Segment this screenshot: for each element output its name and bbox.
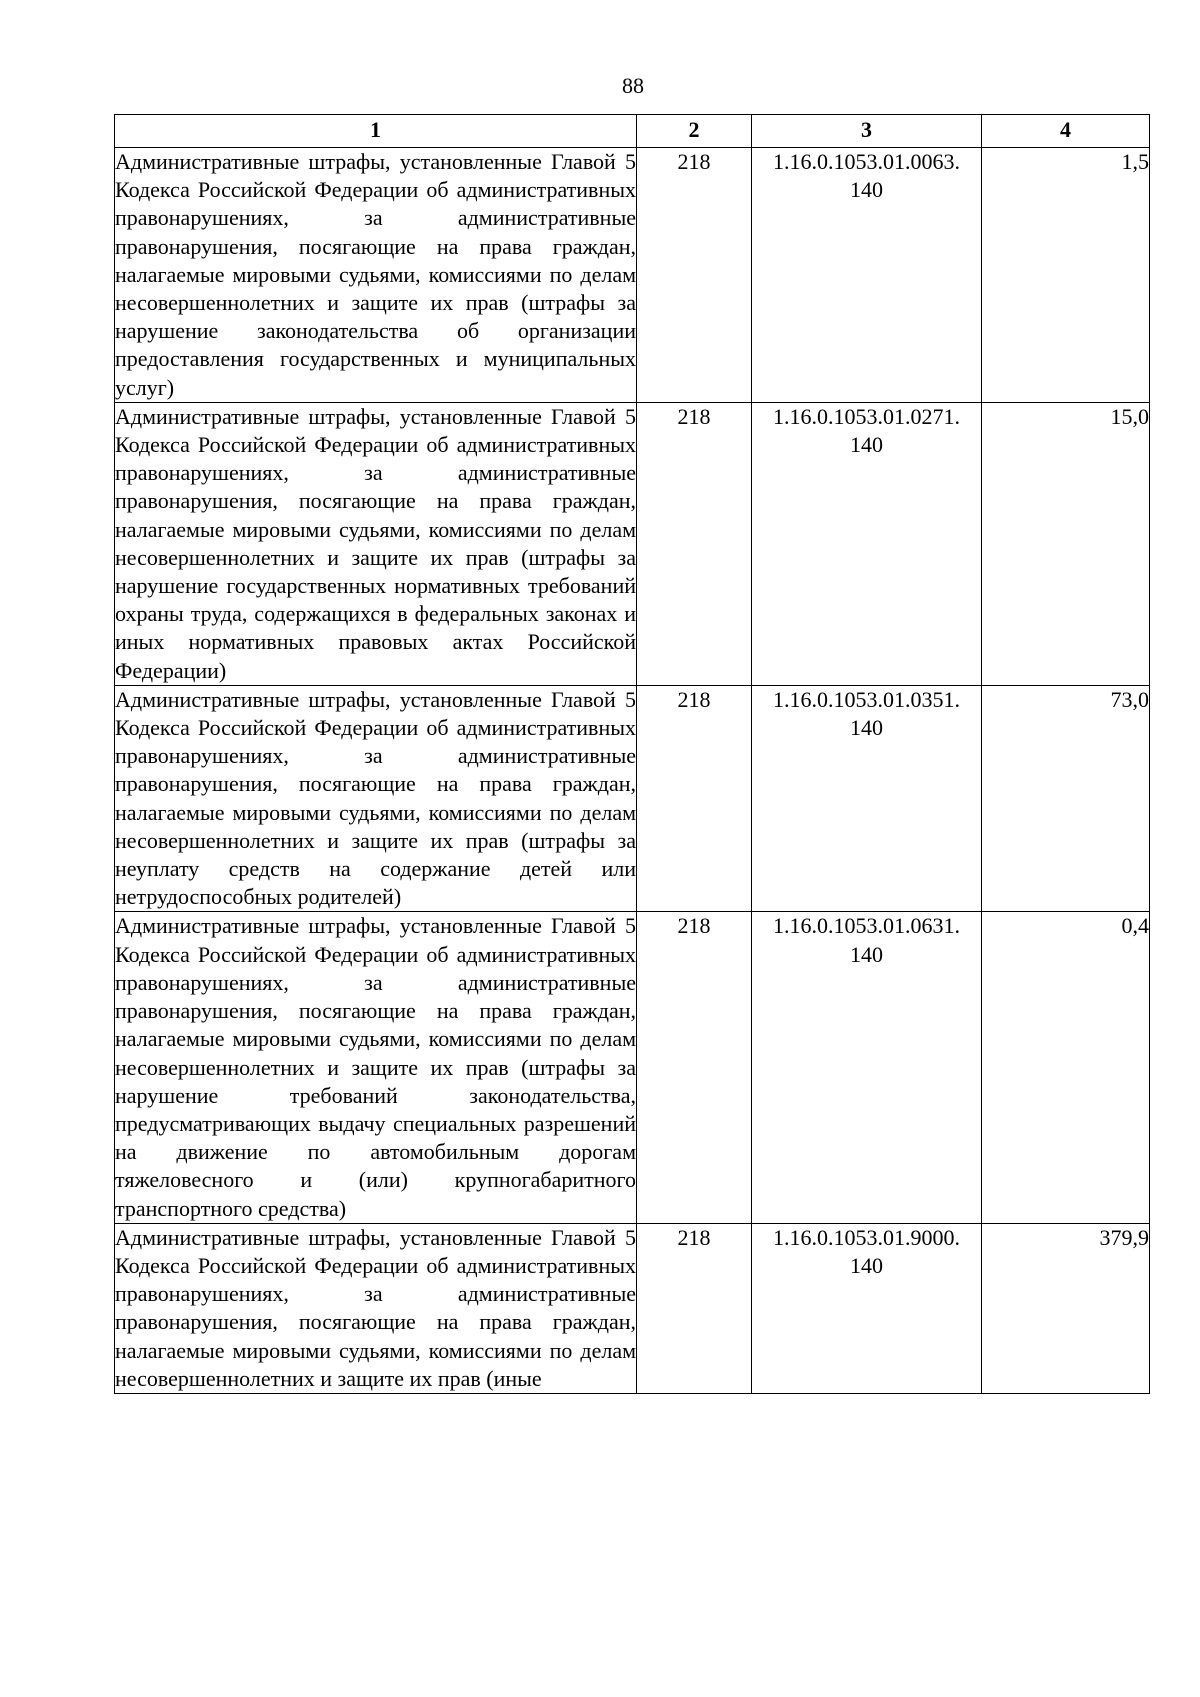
table-row <box>115 685 1150 912</box>
table-row <box>115 402 1150 685</box>
classification-code-line2: 140 <box>850 177 883 203</box>
row-admin-code: 218 <box>637 685 752 912</box>
row-admin-code: 218 <box>637 148 752 403</box>
row-amount: 73,0 <box>982 685 1150 912</box>
classification-code-line1: 1.16.0.1053.01.9000. <box>773 1224 960 1250</box>
table-row <box>115 1223 1150 1393</box>
row-classification-code <box>752 402 982 685</box>
column-header-4: 4 <box>982 115 1150 148</box>
row-description: Административные штрафы, установленные Главой 5 Кодекса Российской Федерации об административных правонарушениях, за административные правонарушения, посягающие на права граждан, налагаемые мировыми судьями, комиссиями по делам несовершеннолетних и защите их прав (штрафы за неуплату средств на содержание детей или нетрудоспособных родителей) <box>115 685 637 912</box>
row-description: Административные штрафы, установленные Главой 5 Кодекса Российской Федерации об административных правонарушениях, за административные правонарушения, посягающие на права граждан, налагаемые мировыми судьями, комиссиями по делам несовершеннолетних и защите их прав (иные <box>115 1223 637 1393</box>
classification-code-line1: 1.16.0.1053.01.0063. <box>773 149 960 174</box>
row-amount: 1,5 <box>982 148 1150 403</box>
revenue-table <box>114 114 1150 1394</box>
classification-code-line2: 140 <box>850 715 883 741</box>
classification-code-line2: 140 <box>850 941 883 967</box>
row-admin-code: 218 <box>637 912 752 1223</box>
column-header-3: 3 <box>752 115 982 148</box>
table-row <box>115 148 1150 403</box>
column-header-1: 1 <box>115 115 637 148</box>
classification-code-line2: 140 <box>850 1252 883 1278</box>
table-row <box>115 912 1150 1223</box>
row-description: Административные штрафы, установленные Главой 5 Кодекса Российской Федерации об административных правонарушениях, за административные правонарушения, посягающие на права граждан, налагаемые мировыми судьями, комиссиями по делам несовершеннолетних и защите их прав (штрафы за нарушение требований законодательства, предусматривающих выдачу специальных разрешений на движение по автомобильным дорогам тяжеловесного и (или) крупногабаритного транспортного средства) <box>115 912 637 1223</box>
row-classification-code <box>752 912 982 1223</box>
column-header-2: 2 <box>637 115 752 148</box>
row-description: Административные штрафы, установленные Главой 5 Кодекса Российской Федерации об административных правонарушениях, за административные правонарушения, посягающие на права граждан, налагаемые мировыми судьями, комиссиями по делам несовершеннолетних и защите их прав (штрафы за нарушение законодательства об организации предоставления государственных и муниципальных услуг) <box>115 148 637 403</box>
classification-code-line2: 140 <box>850 432 883 458</box>
classification-code-line1: 1.16.0.1053.01.0631. <box>773 913 960 939</box>
classification-code-line1: 1.16.0.1053.01.0271. <box>773 403 960 429</box>
row-amount: 0,4 <box>982 912 1150 1223</box>
table-header-row <box>115 115 1150 148</box>
row-amount: 15,0 <box>982 402 1150 685</box>
row-classification-code <box>752 148 982 403</box>
page-number: 88 <box>622 73 644 98</box>
classification-code-line1: 1.16.0.1053.01.0351. <box>773 686 960 712</box>
row-classification-code <box>752 1223 982 1393</box>
row-admin-code: 218 <box>637 1223 752 1393</box>
row-amount: 379,9 <box>982 1223 1150 1393</box>
row-description: Административные штрафы, установленные Главой 5 Кодекса Российской Федерации об административных правонарушениях, за административные правонарушения, посягающие на права граждан, налагаемые мировыми судьями, комиссиями по делам несовершеннолетних и защите их прав (штрафы за нарушение государственных нормативных требований охраны труда, содержащихся в федеральных законах и иных нормативных правовых актах Российской Федерации) <box>115 402 637 685</box>
row-admin-code: 218 <box>637 402 752 685</box>
row-classification-code <box>752 685 982 912</box>
